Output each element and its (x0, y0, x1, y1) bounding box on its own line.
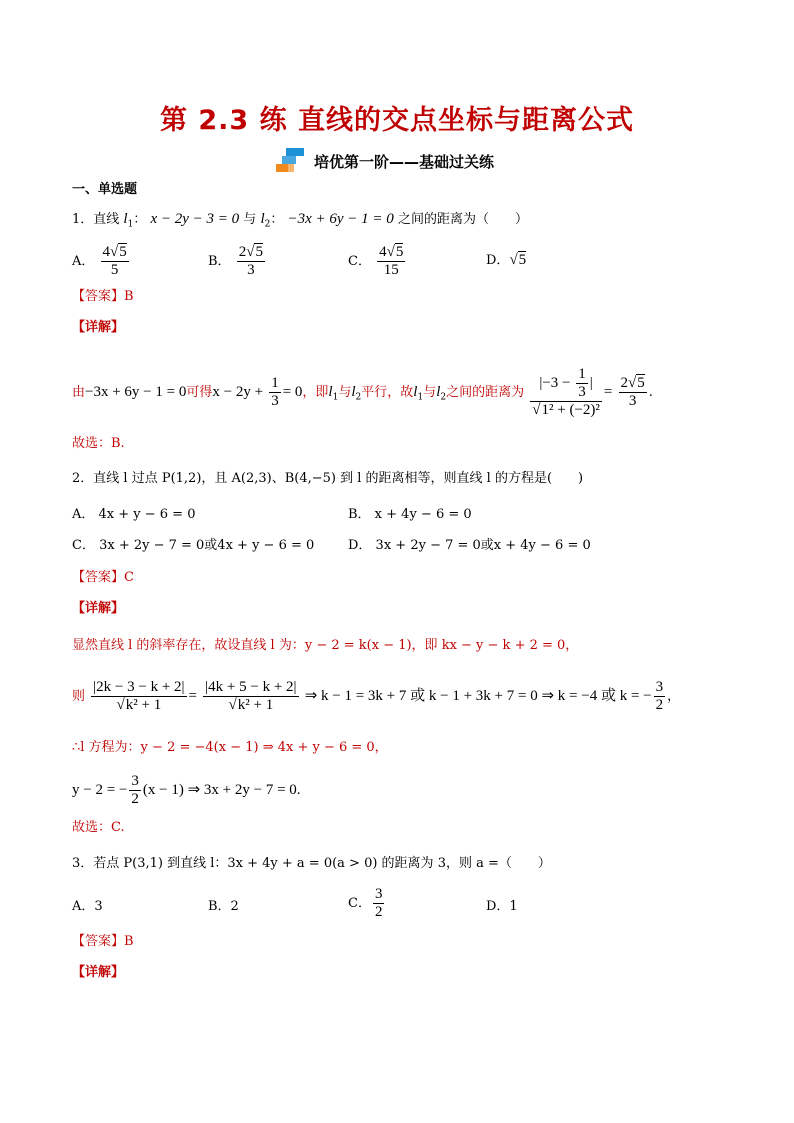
q3-option-c: C． $\frac{3}{2}$ (348, 886, 383, 920)
page-title: 第 2.3 练 直线的交点坐标与距离公式 (159, 105, 635, 136)
q2-option-a: A． 4x + y − 6 = 0 (72, 507, 196, 522)
q2-answer: 【答案】C (72, 570, 134, 585)
q2-detail-line3: ∴l 方程为：y − 2 = −4(x − 1) ⇒ 4x + y − 6 = 0， (72, 740, 388, 755)
q2-detail-line2: 则 $\frac{|2k - 3 - k + 2|}{\text{√k² + 1}}$ = $\frac{|4k + 5 - k + 2|}{\text{√k² + 1}}$ ⇒ k − 1 = 3k + 7 或 k − 1 + 3k + 7 = 0 ⇒ k = −4 或 k = − $\frac{3}{2}$ ， (72, 679, 681, 713)
q1-detail-label: 【详解】 (72, 320, 125, 335)
q1-detail-body: 由−3x + 6y − 1 = 0可得x − 2y + $\frac{1}{3}$ = 0，即$l_1$与$l_2$平行，故$l_1$与$l_2$之间的距离为 |−3 − $\frac{1}{3}$ | √1² + (−2)² = $\frac{2√5}{3}$ . (72, 366, 653, 418)
q1-option-b: B． $\frac{2√5}{3}$ (208, 244, 263, 278)
q3-option-d: D．1 (486, 899, 518, 914)
q2-option-b: B． x + 4y − 6 = 0 (348, 507, 472, 522)
q2-stem: 2．直线 l 过点 P(1,2)，且 A(2,3)、B(4,−5) 到 l 的距离相等，则直线 l 的方程是( ) (72, 471, 584, 486)
q3-detail-label: 【详解】 (72, 965, 125, 980)
q2-option-d: D． 3x + 2y − 7 = 0或x + 4y − 6 = 0 (348, 538, 591, 553)
q1-line1-equation: x − 2y − 3 = 0 (150, 211, 240, 227)
q1-option-a: A． $\frac{4√5}{5}$ (72, 244, 127, 278)
q1-conclusion: 故选：B. (72, 436, 125, 451)
q1-line2-equation: −3x + 6y − 1 = 0 (287, 211, 394, 227)
q1-stem: 1．直线 $l_1$： x − 2y − 3 = 0 与 $l_2$： −3x + 6y − 1 = 0 之间的距离为（ ） (72, 211, 528, 230)
q1-answer: 【答案】B (72, 289, 134, 304)
section-heading: 一、单选题 (72, 182, 138, 197)
q3-option-b: B．2 (208, 899, 239, 914)
q1-option-c: C． $\frac{4√5}{15}$ (348, 244, 404, 278)
q3-answer: 【答案】B (72, 934, 134, 949)
steps-logo-icon (276, 148, 306, 174)
q1-suffix: 之间的距离为（ ） (397, 212, 528, 227)
q2-conclusion: 故选：C. (72, 820, 125, 835)
q1-option-d: D．√5 (486, 252, 527, 268)
q2-detail-label: 【详解】 (72, 601, 125, 616)
q2-detail-line1: 显然直线 l 的斜率存在，故设直线 l 为：y − 2 = k(x − 1)，即 kx − y − k + 2 = 0， (72, 638, 579, 653)
q2-detail-line4: y − 2 = − $\frac{3}{2}$ (x − 1) ⇒ 3x + 2y − 7 = 0. (72, 773, 301, 808)
q1-connector: 与 (243, 212, 257, 227)
subtitle-text: 培优第一阶——基础过关练 (314, 152, 495, 171)
q3-option-a: A．3 (72, 899, 103, 914)
subtitle-banner (276, 148, 494, 174)
q1-prefix: 1．直线 (72, 212, 120, 227)
q3-stem: 3．若点 P(3,1) 到直线 l：3x + 4y + a = 0(a > 0) 的距离为 3，则 a =（ ） (72, 856, 551, 871)
q2-option-c: C． 3x + 2y − 7 = 0或4x + y − 6 = 0 (72, 538, 315, 553)
